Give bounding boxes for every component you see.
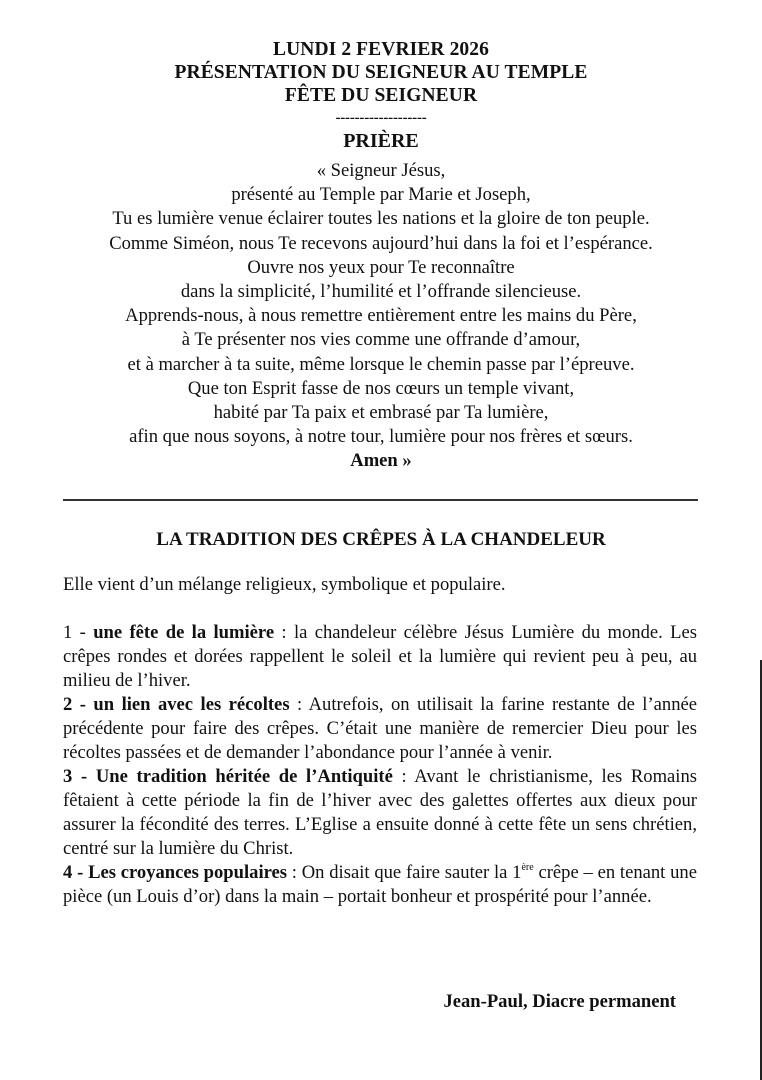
prayer-line: dans la simplicité, l’humilité et l’offrande silencieuse. <box>180 281 582 303</box>
feast-rank-heading: FÊTE DU SEIGNEUR <box>284 85 478 106</box>
item-heading: une fête de la lumière <box>93 622 275 643</box>
tradition-intro: Elle vient d’un mélange religieux, symbolique et populaire. <box>63 574 506 595</box>
prayer-title: PRIÈRE <box>343 130 419 152</box>
item-heading: un lien avec les récoltes <box>93 694 290 715</box>
item-number: 1 - <box>63 622 94 643</box>
tradition-item <box>63 765 697 861</box>
prayer-line: afin que nous soyons, à notre tour, lumière pour nos frères et sœurs. <box>129 426 633 448</box>
item-text: : la chandeleur célèbre Jésus Lumière du monde. Les crêpes rondes et dorées rappellent le soleil et la lumière qui revient peu à peu, au milieu de l’hiver. <box>63 622 697 691</box>
item-number: 2 - <box>63 694 94 715</box>
item-text: : Autrefois, on utilisait la farine restante de l’année précédente pour faire des crêpes. C’était une manière de remercier Dieu pour les récoltes passées et de demander l’abondance pour l’année à venir. <box>63 694 697 763</box>
prayer-line: habité par Ta paix et embrasé par Ta lumière, <box>213 402 549 424</box>
tradition-body <box>63 573 697 909</box>
tradition-item <box>63 861 697 909</box>
document-header <box>0 38 762 153</box>
prayer-line: et à marcher à ta suite, même lorsque le chemin passe par l’épreuve. <box>127 353 635 375</box>
tradition-title: LA TRADITION DES CRÊPES À LA CHANDELEUR <box>156 529 606 550</box>
prayer-line: Comme Siméon, nous Te recevons aujourd’hui dans la foi et l’espérance. <box>109 232 653 254</box>
item-heading: Les croyances populaires <box>88 862 288 883</box>
feast-heading: PRÉSENTATION DU SEIGNEUR AU TEMPLE <box>174 62 588 83</box>
item-number: 3 - <box>63 766 96 787</box>
dashed-separator: ------------------- <box>335 110 427 126</box>
prayer-line: « Seigneur Jésus, <box>316 160 446 181</box>
item-text-after: crêpe – en tenant une pièce (un Louis d’or) dans la main – portait bonheur et prospérité pour l’année. <box>63 862 697 907</box>
tradition-item <box>63 693 697 765</box>
item-text: : Avant le christianisme, les Romains fêtaient à cette période la fin de l’hiver avec des galettes offertes aux dieux pour assurer la fécondité des terres. L’Eglise a ensuite donné à cette fête un sens chrétien, centré sur la lumière du Christ. <box>63 766 697 859</box>
prayer-line: présenté au Temple par Marie et Joseph, <box>231 184 531 206</box>
signature: Jean-Paul, Diacre permanent <box>443 991 676 1012</box>
prayer-line: Apprends-nous, à nous remettre entièrement entre les mains du Père, <box>125 305 637 327</box>
prayer-line: à Te présenter nos vies comme une offrande d’amour, <box>181 329 581 351</box>
item-number: 4 - <box>63 862 89 883</box>
prayer-text <box>0 159 762 474</box>
item-heading: Une tradition héritée de l’Antiquité <box>95 766 393 787</box>
prayer-line: Ouvre nos yeux pour Te reconnaître <box>247 256 515 278</box>
prayer-line: Que ton Esprit fasse de nos cœurs un temple vivant, <box>187 377 575 399</box>
ordinal-superscript: ère <box>521 862 534 873</box>
prayer-line: Tu es lumière venue éclairer toutes les nations et la gloire de ton peuple. <box>112 208 650 230</box>
tradition-list <box>63 621 697 909</box>
item-text-before: : On disait que faire sauter la 1 <box>287 862 522 883</box>
horizontal-divider <box>63 499 698 501</box>
date-heading: LUNDI 2 FEVRIER 2026 <box>273 39 489 60</box>
tradition-item <box>63 621 697 693</box>
prayer-amen: Amen » <box>350 450 412 472</box>
